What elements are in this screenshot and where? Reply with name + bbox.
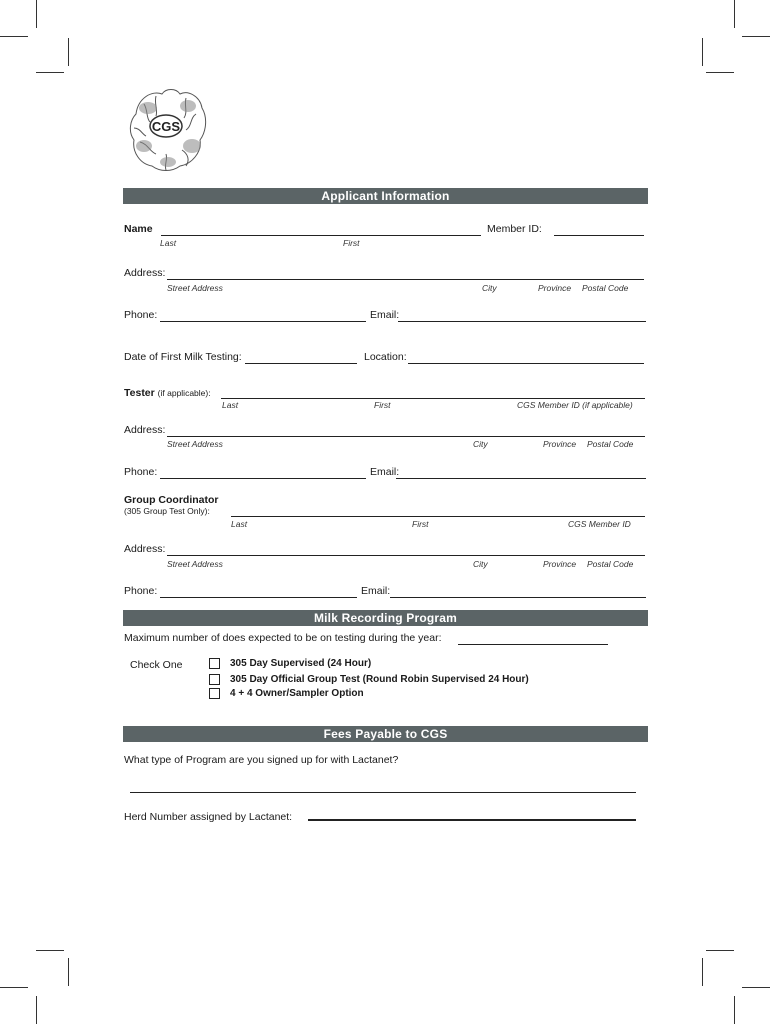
phone-field[interactable]	[160, 321, 366, 322]
location-label: Location:	[364, 351, 407, 363]
crop-mark	[36, 0, 37, 28]
tester-address-label: Address:	[124, 424, 166, 436]
option-305-group-test-label: 305 Day Official Group Test (Round Robin Supervised 24 Hour)	[230, 674, 529, 685]
crop-mark	[68, 38, 69, 66]
tester-phone-field[interactable]	[160, 478, 366, 479]
name-label: Name	[124, 223, 153, 235]
member-id-label: Member ID:	[487, 223, 542, 235]
coordinator-postal-caption: Postal Code	[587, 559, 634, 569]
coordinator-city-caption: City	[473, 559, 488, 569]
tester-name-field[interactable]	[221, 398, 645, 399]
herd-number-label: Herd Number assigned by Lactanet:	[124, 811, 293, 823]
applicant-section-header: Applicant Information	[123, 188, 648, 204]
crop-mark	[734, 0, 735, 28]
max-does-label: Maximum number of does expected to be on testing during the year:	[124, 632, 442, 644]
name-first-caption: First	[343, 238, 360, 248]
tester-address-field[interactable]	[167, 436, 645, 437]
cgs-logo	[126, 84, 210, 174]
program-answer-field[interactable]	[130, 792, 636, 793]
check-one-label: Check One	[130, 659, 183, 671]
option-305-group-test-checkbox[interactable]	[209, 674, 220, 685]
name-last-caption: Last	[160, 238, 177, 248]
tester-last-caption: Last	[222, 400, 239, 410]
coordinator-street-caption: Street Address	[167, 559, 223, 569]
crop-mark	[68, 958, 69, 986]
email-field[interactable]	[398, 321, 646, 322]
coordinator-phone-label: Phone:	[124, 585, 158, 597]
coordinator-province-caption: Province	[543, 559, 577, 569]
tester-postal-caption: Postal Code	[587, 439, 634, 449]
option-305-supervised-label: 305 Day Supervised (24 Hour)	[230, 658, 372, 669]
crop-mark	[702, 958, 703, 986]
herd-number-field[interactable]	[308, 819, 636, 821]
max-does-field[interactable]	[458, 644, 608, 645]
coordinator-last-caption: Last	[231, 519, 248, 529]
crop-mark	[742, 987, 770, 988]
tester-note: (if applicable):	[157, 388, 211, 398]
city-caption: City	[482, 283, 497, 293]
option-305-supervised-checkbox[interactable]	[209, 658, 220, 669]
tester-label: Tester	[124, 387, 155, 399]
coordinator-email-label: Email:	[361, 585, 391, 597]
name-field[interactable]	[161, 235, 481, 236]
tester-street-caption: Street Address	[167, 439, 223, 449]
location-field[interactable]	[408, 363, 644, 364]
crop-mark	[0, 987, 28, 988]
member-id-field[interactable]	[554, 235, 644, 236]
first-milk-field[interactable]	[245, 363, 357, 364]
logo-text: CGS	[151, 119, 181, 134]
tester-email-label: Email:	[370, 466, 400, 478]
crop-mark	[36, 72, 64, 73]
crop-mark	[706, 950, 734, 951]
coordinator-note: (305 Group Test Only):	[124, 506, 210, 516]
option-owner-sampler-label: 4 + 4 Owner/Sampler Option	[230, 688, 364, 699]
tester-phone-label: Phone:	[124, 466, 158, 478]
email-label: Email:	[370, 309, 400, 321]
crop-mark	[702, 38, 703, 66]
crop-mark	[742, 36, 770, 37]
crop-mark	[36, 950, 64, 951]
province-caption: Province	[538, 283, 572, 293]
milk-section-header: Milk Recording Program	[123, 610, 648, 626]
coordinator-phone-field[interactable]	[160, 597, 357, 598]
tester-province-caption: Province	[543, 439, 577, 449]
coordinator-name-field[interactable]	[231, 516, 645, 517]
coordinator-address-field[interactable]	[167, 555, 645, 556]
address-field[interactable]	[167, 279, 644, 280]
tester-city-caption: City	[473, 439, 488, 449]
crop-mark	[706, 72, 734, 73]
street-caption: Street Address	[167, 283, 223, 293]
coordinator-member-id-caption: CGS Member ID	[568, 519, 631, 529]
phone-label: Phone:	[124, 309, 158, 321]
coordinator-label: Group Coordinator	[124, 494, 219, 506]
coordinator-address-label: Address:	[124, 543, 166, 555]
crop-mark	[734, 996, 735, 1024]
coordinator-first-caption: First	[412, 519, 429, 529]
crop-mark	[36, 996, 37, 1024]
option-owner-sampler-checkbox[interactable]	[209, 688, 220, 699]
program-question-label: What type of Program are you signed up for with Lactanet?	[124, 754, 399, 766]
tester-email-field[interactable]	[396, 478, 646, 479]
tester-label-group	[124, 387, 211, 399]
tester-member-id-caption: CGS Member ID (if applicable)	[517, 400, 633, 410]
coordinator-email-field[interactable]	[390, 597, 646, 598]
tester-first-caption: First	[374, 400, 391, 410]
crop-mark	[0, 36, 28, 37]
fees-section-header: Fees Payable to CGS	[123, 726, 648, 742]
postal-caption: Postal Code	[582, 283, 629, 293]
first-milk-label: Date of First Milk Testing:	[124, 351, 242, 363]
address-label: Address:	[124, 267, 166, 279]
